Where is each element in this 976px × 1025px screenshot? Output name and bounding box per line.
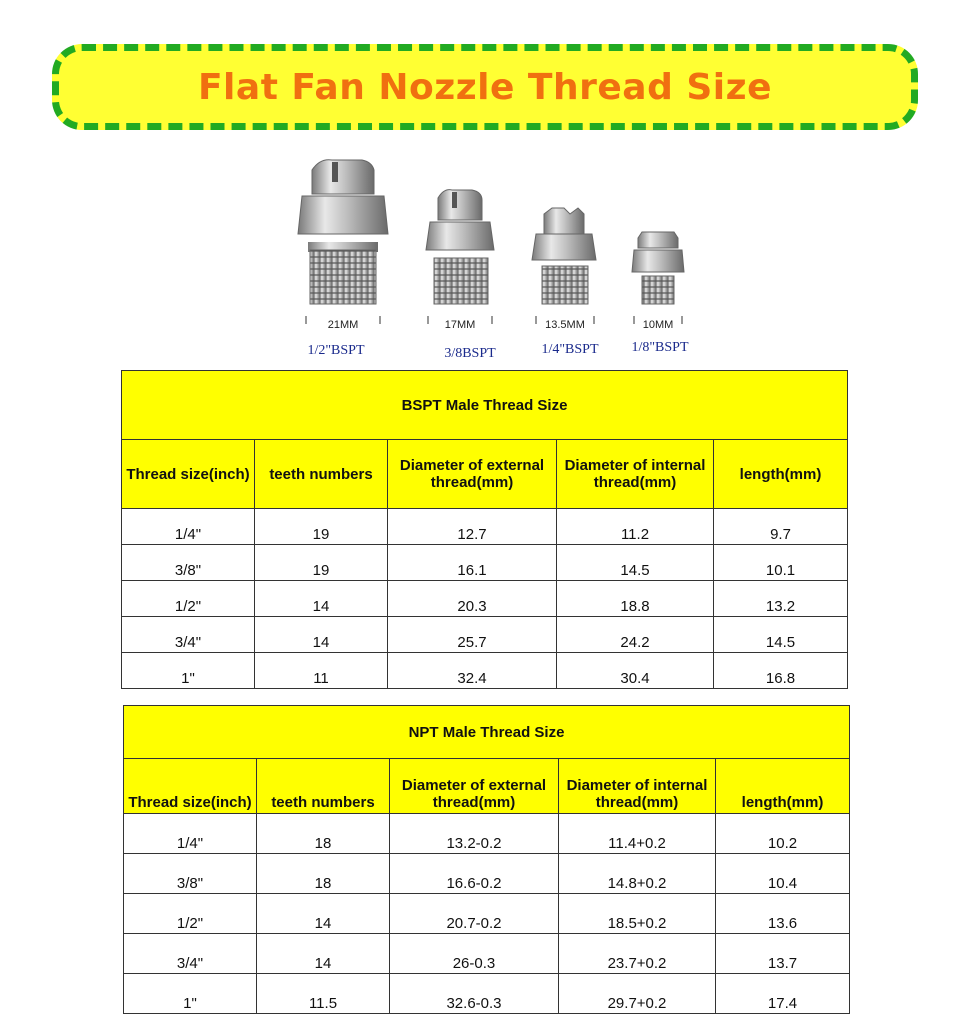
nozzle-thread-label: 1/8"BSPT (631, 340, 689, 355)
table-row (122, 653, 848, 689)
column-header: Thread size(inch) (122, 440, 255, 509)
table-cell: 1/4" (122, 509, 255, 545)
table-header-row (124, 759, 850, 814)
column-header: Diameter of external thread(mm) (388, 440, 557, 509)
column-header: Diameter of internal thread(mm) (559, 759, 716, 814)
table-cell: 20.3 (388, 581, 557, 617)
nozzle-size-label: 21MM (327, 319, 359, 331)
nozzle-13-5mm-image (532, 208, 596, 304)
table-row (122, 617, 848, 653)
column-header: Diameter of external thread(mm) (390, 759, 559, 814)
table-cell: 14 (257, 934, 390, 974)
table-row (122, 545, 848, 581)
nozzle-size-label: 17MM (444, 319, 476, 331)
table-cell: 13.6 (716, 894, 850, 934)
nozzle-21mm-image (298, 160, 388, 304)
table-cell: 3/4" (124, 934, 257, 974)
column-header: teeth numbers (255, 440, 388, 509)
table-cell: 18.8 (557, 581, 714, 617)
table-cell: 11.4+0.2 (559, 814, 716, 854)
table-cell: 29.7+0.2 (559, 974, 716, 1014)
page-title: Flat Fan Nozzle Thread Size (197, 66, 773, 108)
table-cell: 14 (255, 617, 388, 653)
table-cell: 10.1 (714, 545, 848, 581)
table-cell: 14.5 (714, 617, 848, 653)
nozzle-thread-label: 1/4"BSPT (541, 342, 599, 357)
table-cell: 13.7 (716, 934, 850, 974)
table-cell: 1" (124, 974, 257, 1014)
table-cell: 17.4 (716, 974, 850, 1014)
table-cell: 14 (257, 894, 390, 934)
table-row (124, 934, 850, 974)
table-cell: 1" (122, 653, 255, 689)
nozzle-photo (254, 138, 722, 370)
table-cell: 1/4" (124, 814, 257, 854)
table-cell: 11.5 (257, 974, 390, 1014)
nozzle-thread-label: 1/2"BSPT (307, 343, 365, 358)
table-row (124, 894, 850, 934)
table-cell: 19 (255, 545, 388, 581)
table-cell: 23.7+0.2 (559, 934, 716, 974)
table-row (124, 814, 850, 854)
table-cell: 26-0.3 (390, 934, 559, 974)
table-cell: 10.2 (716, 814, 850, 854)
table-cell: 30.4 (557, 653, 714, 689)
nozzle-thread-label: 3/8BSPT (444, 346, 496, 361)
table-cell: 19 (255, 509, 388, 545)
table-cell: 18 (257, 814, 390, 854)
table-cell: 32.4 (388, 653, 557, 689)
table-cell: 3/4" (122, 617, 255, 653)
nozzle-10mm-image (632, 232, 684, 304)
table-cell: 16.8 (714, 653, 848, 689)
column-header: length(mm) (716, 759, 850, 814)
table-cell: 11 (255, 653, 388, 689)
table-cell: 9.7 (714, 509, 848, 545)
table-cell: 14 (255, 581, 388, 617)
table-cell: 32.6-0.3 (390, 974, 559, 1014)
table-cell: 3/8" (124, 854, 257, 894)
table-cell: 11.2 (557, 509, 714, 545)
table-cell: 14.8+0.2 (559, 854, 716, 894)
table-cell: 24.2 (557, 617, 714, 653)
table-cell: 16.6-0.2 (390, 854, 559, 894)
table-cell: 1/2" (124, 894, 257, 934)
column-header: length(mm) (714, 440, 848, 509)
table-row (122, 509, 848, 545)
table-row (124, 854, 850, 894)
title-banner (52, 44, 918, 130)
nozzle-size-label: 10MM (642, 319, 674, 331)
table-cell: 10.4 (716, 854, 850, 894)
table-cell: 1/2" (122, 581, 255, 617)
nozzle-size-label: 13.5MM (545, 319, 585, 331)
table-cell: 13.2-0.2 (390, 814, 559, 854)
table-cell: 16.1 (388, 545, 557, 581)
table-cell: 20.7-0.2 (390, 894, 559, 934)
table-row (122, 581, 848, 617)
bspt-thread-table (121, 370, 848, 689)
npt-thread-table (123, 705, 850, 1014)
table-cell: 25.7 (388, 617, 557, 653)
table-row (124, 974, 850, 1014)
table-cell: 14.5 (557, 545, 714, 581)
table-cell: 18.5+0.2 (559, 894, 716, 934)
table-caption: BSPT Male Thread Size (122, 371, 848, 440)
table-cell: 18 (257, 854, 390, 894)
column-header: teeth numbers (257, 759, 390, 814)
column-header: Diameter of internal thread(mm) (557, 440, 714, 509)
nozzle-17mm-image (426, 190, 494, 304)
table-caption: NPT Male Thread Size (124, 706, 850, 759)
column-header: Thread size(inch) (124, 759, 257, 814)
table-cell: 3/8" (122, 545, 255, 581)
table-cell: 12.7 (388, 509, 557, 545)
table-cell: 13.2 (714, 581, 848, 617)
table-header-row (122, 440, 848, 509)
